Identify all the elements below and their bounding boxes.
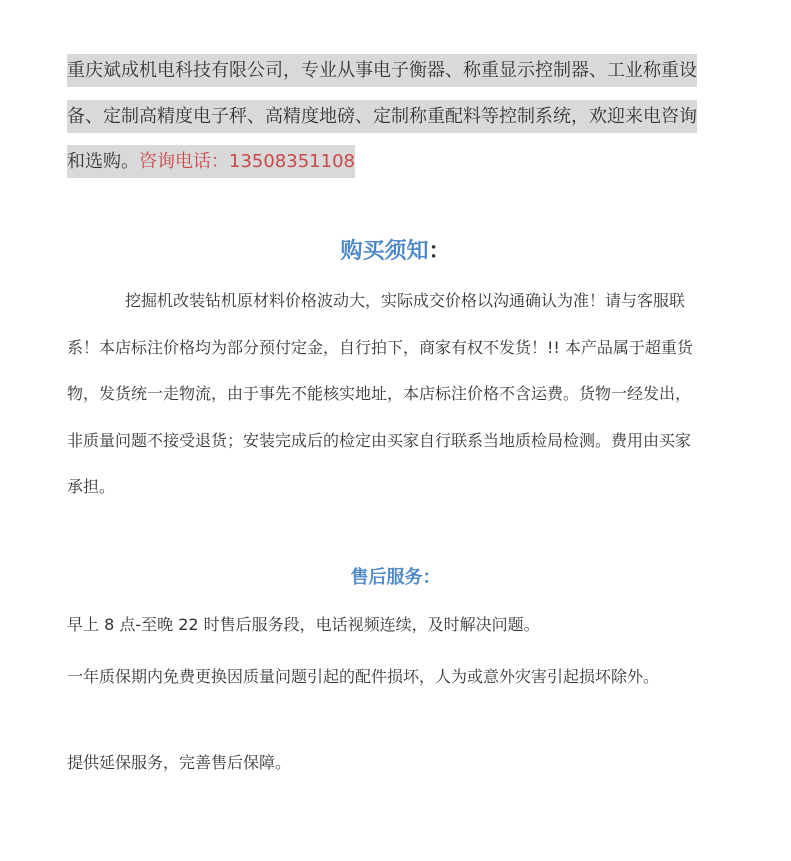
phone-number: 咨询电话：13508351108: [139, 151, 355, 172]
purchase-notice-body: [67, 278, 703, 511]
intro-text: 重庆斌成机电科技有限公司，专业从事电子衡器、称重显示控制器、工业称重设备、定制高精度电子秤、高精度地磅、定制称重配料等控制系统，欢迎来电咨询和选购。: [67, 60, 697, 172]
purchase-notice-title: [0, 232, 791, 272]
purchase-title-text: 购买须知: [340, 239, 429, 264]
company-intro: [67, 48, 707, 185]
warranty-terms: 一年质保期内免费更换因质量问题引起的配件损坏，人为或意外灾害引起损坏除外。: [67, 667, 660, 686]
purchase-title-colon: ：: [428, 239, 451, 264]
after-sales-title: 售后服务：: [350, 567, 441, 588]
purchase-body-text: 挖掘机改装钻机原材料价格波动大，实际成交价格以沟通确认为准！请与客服联系！本店标注价格均为部分预付定金，自行拍下，商家有权不发货！!! 本产品属于超重货物，发货统一走物流，由于事先不能核实地址，本店标注价格不含运费。货物一经发出，非质量问题不接受退货；安装完成后的检定由买家自行联系当地质检局检测。费用由买家承担。: [67, 291, 693, 496]
service-hours: 早上 8 点-至晚 22 时售后服务段，电话视频连续，及时解决问题。: [67, 615, 540, 634]
extended-warranty: 提供延保服务，完善售后保障。: [67, 753, 292, 772]
intro-highlight: [67, 54, 697, 178]
